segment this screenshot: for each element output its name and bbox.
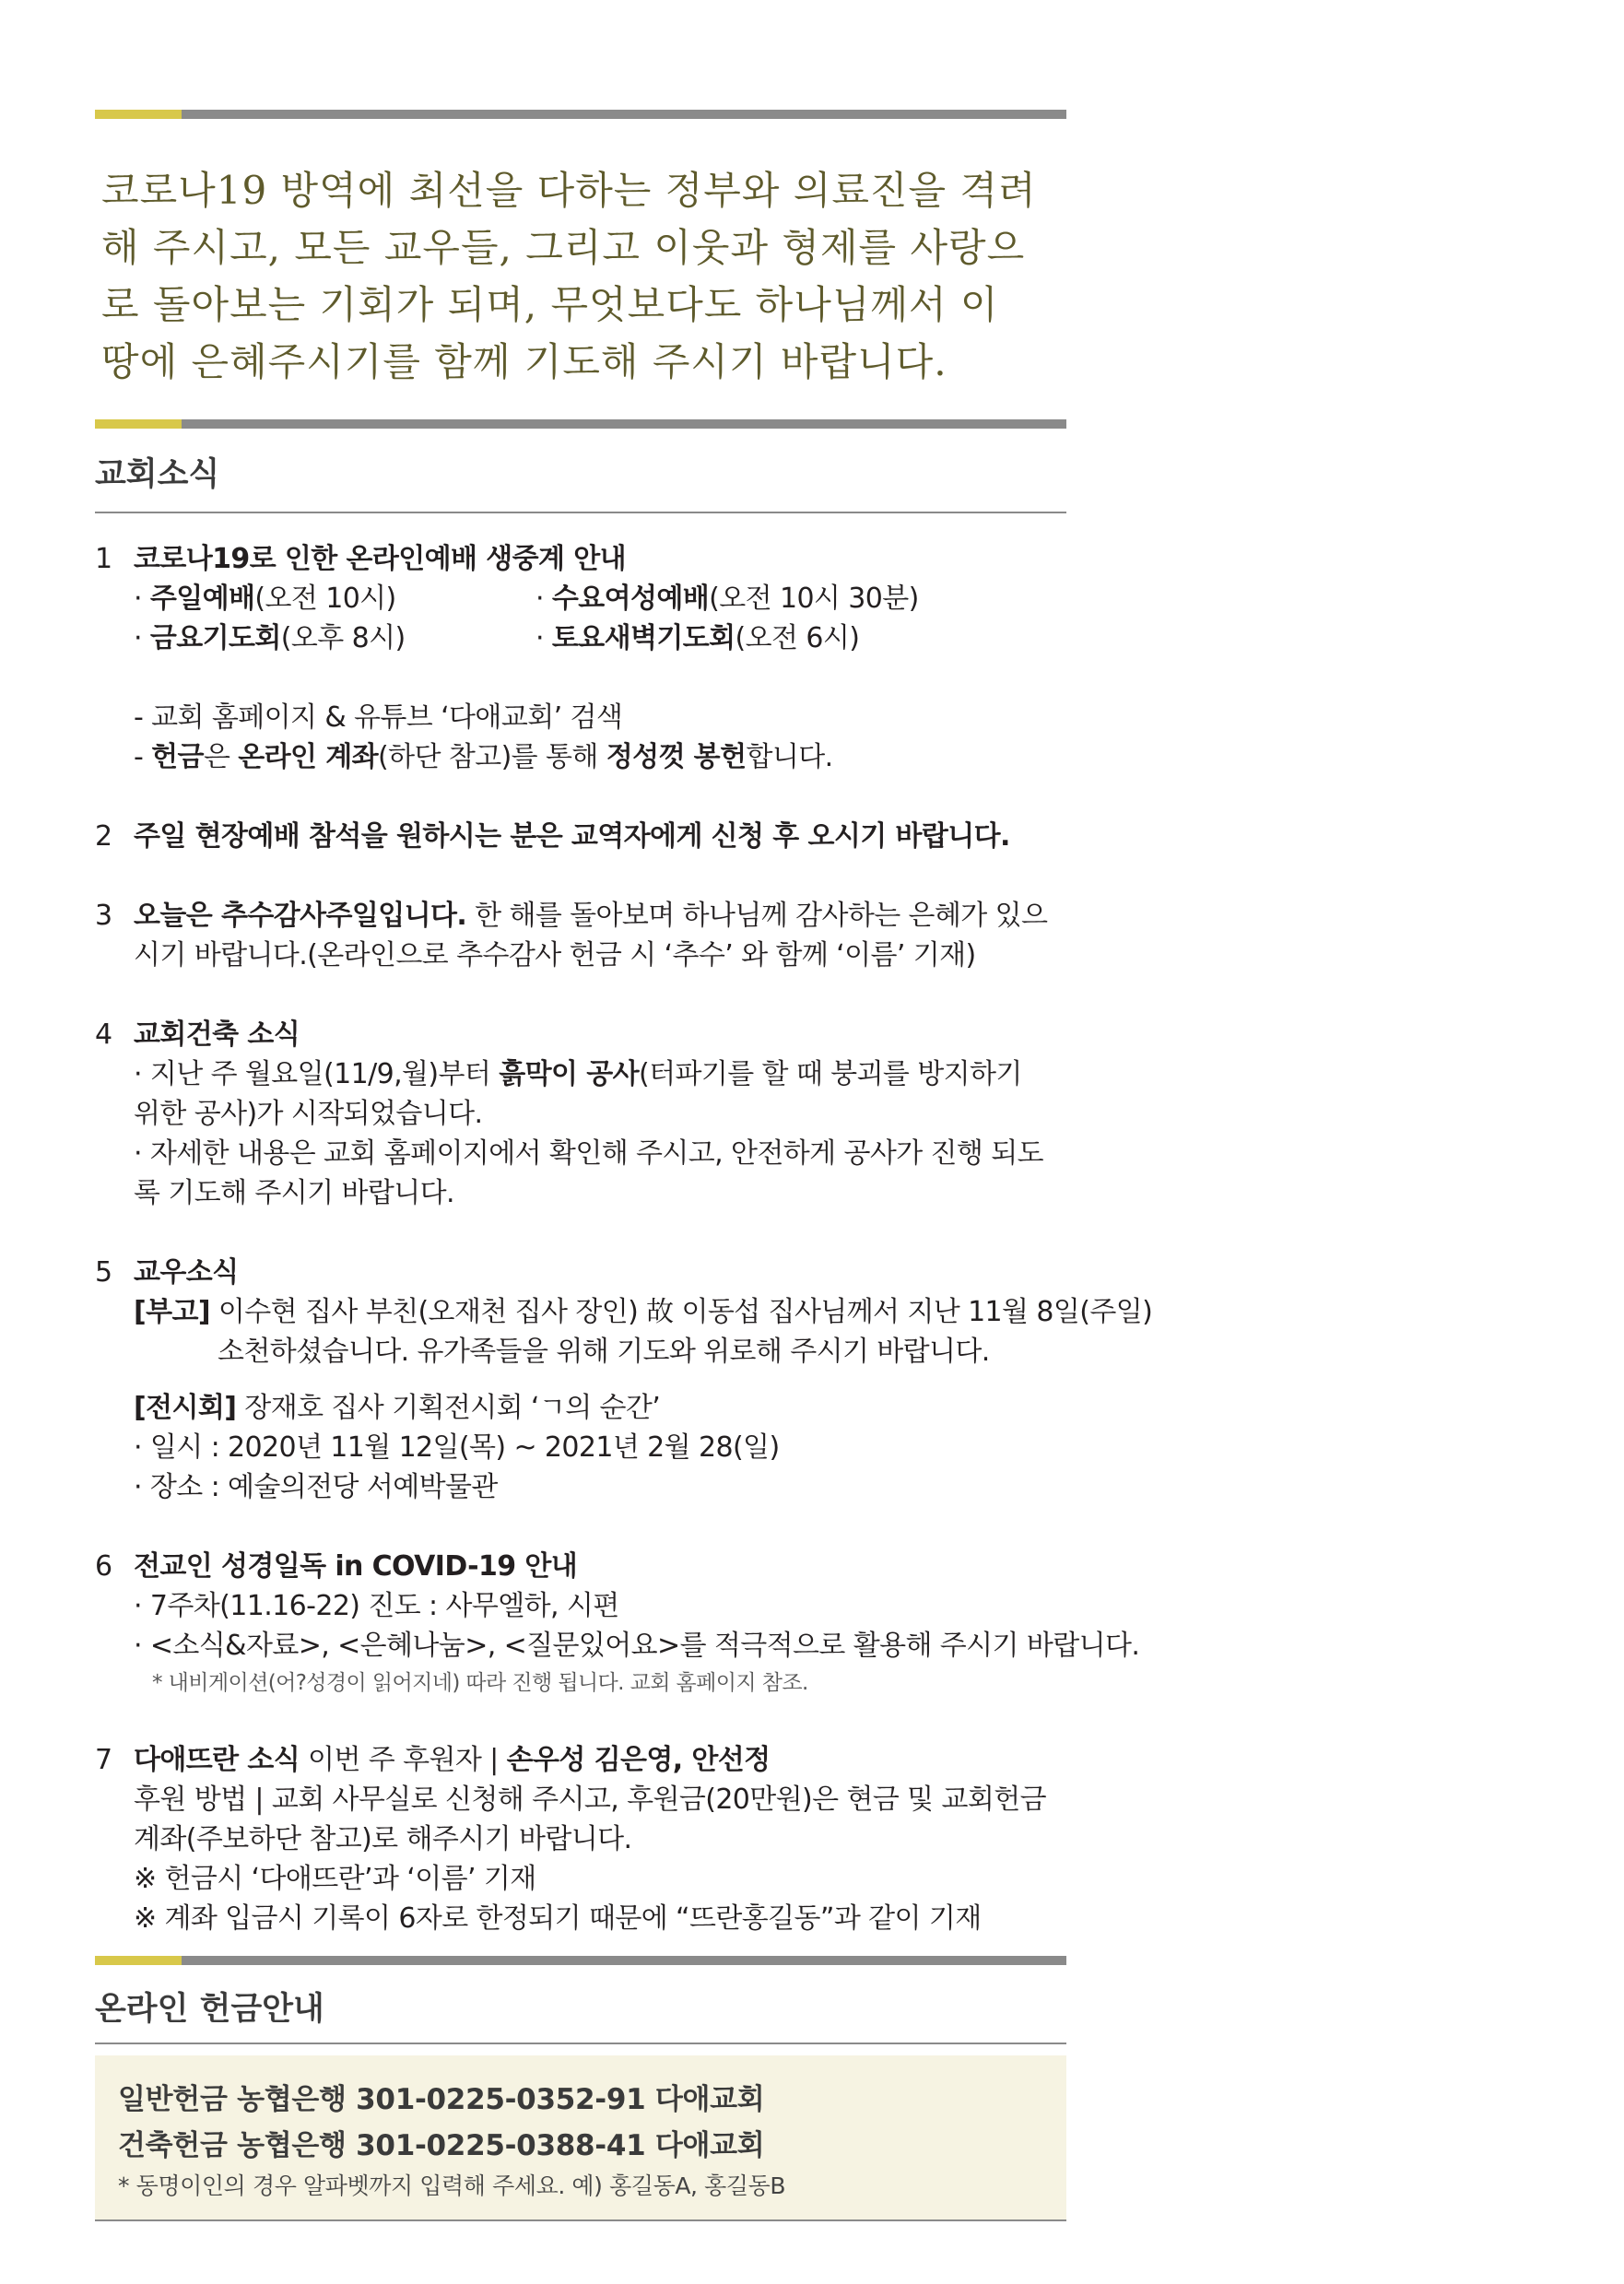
bullet: ·: [535, 622, 544, 654]
bullet: ·: [134, 583, 142, 615]
item-heading: 교우소식: [134, 1256, 239, 1289]
item-heading: 교회건축 소식: [134, 1018, 300, 1051]
news-item-heading: [95, 1740, 1072, 1780]
item-text: · 자세한 내용은 교회 홈페이지에서 확인해 주시고, 안전하게 공사가 진행 되도: [134, 1137, 1044, 1170]
exhibit-notice: [95, 1388, 1072, 1428]
intro-line: 땅에 은혜주시기를 함께 기도해 주시기 바랍니다.: [101, 339, 947, 384]
service-time: (오전 10시): [254, 583, 396, 615]
section-divider: [95, 419, 1066, 429]
title-rule: [95, 512, 1066, 513]
text: · 지난 주 월요일(11/9,월)부터: [134, 1058, 500, 1090]
general-offering-account: 일반헌금 농협은행 301-0225-0352-91 다애교회: [118, 2083, 765, 2116]
item-heading: 다애뜨란 소식: [134, 1744, 300, 1776]
text: 은: [203, 741, 239, 773]
funeral-notice: [95, 1292, 1153, 1332]
funeral-notice-cont: 소천하셨습니다. 유가족들을 위해 기도와 위로해 주시기 바랍니다.: [218, 1336, 990, 1368]
exhibit-place: · 장소 : 예술의전당 서예박물관: [134, 1471, 498, 1503]
text-bold: 헌금: [151, 741, 204, 773]
top-divider: [95, 110, 1066, 119]
funeral-tag: [부고]: [134, 1296, 210, 1328]
item-text: 후원 방법 | 교회 사무실로 신청해 주시고, 후원금(20만원)은 현금 및 교회헌금: [134, 1784, 1047, 1816]
item-number: 5: [95, 1256, 112, 1289]
intro-line: 로 돌아보는 기회가 되며, 무엇보다도 하나님께서 이: [101, 282, 999, 327]
intro-line: 해 주시고, 모든 교우들, 그리고 이웃과 형제를 사랑으: [101, 225, 1026, 270]
text: -: [134, 741, 152, 773]
church-news-list: [95, 539, 1153, 1938]
intro-prayer: [101, 162, 1065, 391]
exhibit-tag: [전시회]: [134, 1392, 237, 1424]
text-bold: 정성껏 봉헌: [606, 741, 747, 773]
item-heading: 주일 현장예배 참석을 원하시는 분은 교역자에게 신청 후 오시기 바랍니다.: [134, 820, 1010, 853]
online-offering-title: 온라인 헌금안내: [95, 1991, 324, 2028]
item-number: 2: [95, 820, 112, 853]
item-text: · 7주차(11.16-22) 진도 : 사무엘하, 시편: [134, 1590, 619, 1622]
divider-accent: [95, 110, 182, 119]
bullet: ·: [134, 622, 142, 654]
text-bold: 온라인 계좌: [238, 741, 379, 773]
service-col2: [535, 618, 859, 658]
item-number: 1: [95, 543, 112, 575]
service-name: 주일예배: [149, 583, 255, 615]
exhibit-date: · 일시 : 2020년 11월 12일(목) ~ 2021년 2월 28(일): [134, 1431, 780, 1464]
offering-note: [95, 737, 1072, 777]
item-text: 한 해를 돌아보며 하나님께 감사하는 은혜가 있으: [466, 900, 1048, 932]
offering-note: * 동명이인의 경우 알파벳까지 입력해 주세요. 예) 홍길동A, 홍길동B: [118, 2172, 786, 2199]
news-item-heading: [95, 1547, 1072, 1586]
item-heading: 코로나19로 인한 온라인예배 생중계 안내: [134, 543, 627, 575]
sponsor-label: 이번 주 후원자 |: [300, 1744, 507, 1776]
item-number: 3: [95, 900, 112, 932]
item-number: 6: [95, 1550, 112, 1583]
divider-accent: [95, 1956, 182, 1965]
news-item-heading: [95, 817, 1072, 856]
item-note: * 내비게이션(어?성경이 읽어지네) 따라 진행 됩니다. 교회 홈페이지 참조.: [152, 1671, 808, 1695]
text: (터파기를 할 때 붕괴를 방지하기: [638, 1058, 1022, 1090]
news-item-heading: [95, 896, 1072, 936]
service-row: [95, 579, 1072, 618]
news-item-heading: [95, 1015, 1072, 1054]
church-news-title: 교회소식: [95, 456, 220, 493]
text: (하단 참고)를 통해: [378, 741, 606, 773]
bullet: ·: [535, 583, 544, 615]
sponsor-names: 손우성 김은영, 안선정: [506, 1744, 771, 1776]
service-time: (오후 8시): [280, 622, 406, 654]
item-text: 시기 바랍니다.(온라인으로 추수감사 헌금 시 ‘추수’ 와 함께 ‘이름’ 기재): [134, 939, 976, 971]
offering-divider: [95, 1956, 1066, 1965]
item-number: 4: [95, 1018, 112, 1051]
offering-accounts-box: [95, 2055, 1066, 2221]
news-item-heading: [95, 539, 1072, 579]
service-name: 토요새벽기도회: [551, 622, 736, 654]
text: 합니다.: [746, 741, 833, 773]
item-number: 7: [95, 1744, 112, 1776]
offering-title-rule: [95, 2043, 1066, 2044]
item-text: 위한 공사)가 시작되었습니다.: [134, 1098, 483, 1130]
text: 이수현 집사 부친(오재천 집사 장인) 故 이동섭 집사님께서 지난 11월 8일(주일): [209, 1296, 1153, 1328]
item-text: 계좌(주보하단 참고)로 해주시기 바랍니다.: [134, 1823, 632, 1855]
item-text: · <소식&자료>, <은혜나눔>, <질문있어요>를 적극적으로 활용해 주시기 바랍니다.: [134, 1630, 1140, 1662]
item-heading: 전교인 성경일독 in COVID-19 안내: [134, 1550, 578, 1583]
item-heading: 오늘은 추수감사주일입니다.: [134, 900, 467, 932]
service-col2: [535, 579, 919, 618]
text-bold: 흙막이 공사: [499, 1058, 639, 1090]
service-time: (오전 6시): [735, 622, 860, 654]
item-text: 록 기도해 주시기 바랍니다.: [134, 1177, 454, 1209]
news-item-heading: [95, 1253, 1072, 1292]
intro-line: 코로나19 방역에 최선을 다하는 정부와 의료진을 격려: [101, 168, 1037, 213]
search-note: - 교회 홈페이지 & 유튜브 ‘다애교회’ 검색: [134, 701, 623, 734]
item-text: [95, 1054, 1072, 1094]
service-name: 금요기도회: [149, 622, 281, 654]
building-offering-account: 건축헌금 농협은행 301-0225-0388-41 다애교회: [118, 2129, 765, 2162]
service-row: [95, 618, 1072, 658]
service-time: (오전 10시 30분): [709, 583, 919, 615]
divider-accent: [95, 419, 182, 429]
item-text: ※ 헌금시 ‘다애뜨란’과 ‘이름’ 기재: [134, 1863, 536, 1895]
text: 장재호 집사 기획전시회 ‘ㄱ의 순간’: [236, 1392, 661, 1424]
item-text: ※ 계좌 입금시 기록이 6자로 한정되기 때문에 “뜨란홍길동”과 같이 기재: [134, 1902, 982, 1935]
service-name: 수요여성예배: [551, 583, 710, 615]
